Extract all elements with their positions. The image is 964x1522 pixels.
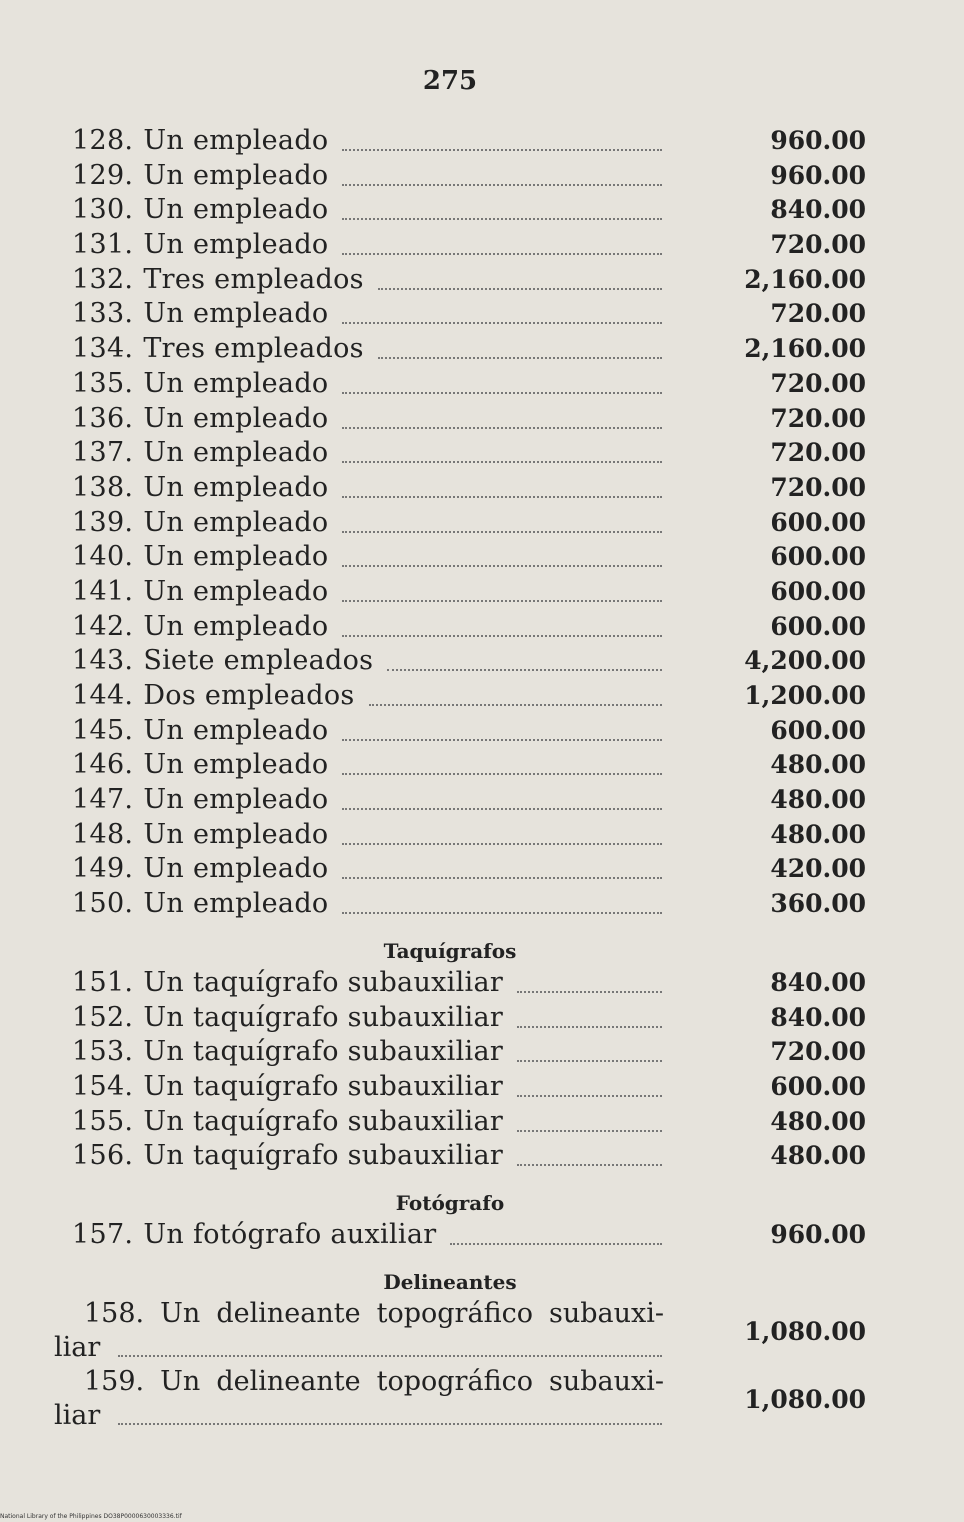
leader-dots: [369, 703, 662, 706]
line-item-amount: 420.00: [770, 854, 866, 884]
leader-dots: [342, 460, 662, 463]
line-item-text: Un empleado: [143, 853, 329, 885]
line-item-text: Un empleado: [143, 298, 329, 330]
employee-list: [0, 124, 964, 922]
leader-dots: [342, 252, 662, 255]
leader-dots: [517, 1094, 662, 1097]
line-item-text: Un empleado: [143, 749, 329, 781]
line-item-amount: 480.00: [770, 819, 866, 849]
line-item: [0, 887, 964, 922]
line-item-amount: 480.00: [770, 785, 866, 815]
leader-dots: [342, 911, 662, 914]
draftsman-list: [0, 1297, 964, 1433]
line-item-label: [72, 1035, 503, 1070]
leader-dots: [118, 1355, 662, 1357]
line-item-amount: 2,160.00: [744, 264, 866, 294]
leader-dots: [342, 842, 662, 845]
line-item-number: 134.: [72, 333, 134, 365]
line-item-label: [72, 966, 503, 1001]
leader-dots: [342, 183, 662, 186]
line-item-number: 151.: [72, 966, 134, 998]
line-item-number: 136.: [72, 402, 134, 434]
line-item-amount: 720.00: [770, 403, 866, 433]
line-item-number: 149.: [72, 853, 134, 885]
line-item-text: Un empleado: [143, 125, 329, 156]
page-number: 275: [422, 66, 478, 96]
line-item-number: 143.: [72, 645, 134, 677]
line-item-amount: 1,080.00: [744, 1384, 866, 1414]
line-item-text: Un empleado: [143, 610, 329, 642]
line-item-number: 139.: [72, 506, 134, 538]
line-item: [0, 506, 964, 541]
line-item-text: Un taquígrafo subauxiliar: [143, 1070, 504, 1102]
line-item-label: [72, 887, 328, 922]
leader-dots: [517, 1025, 662, 1028]
line-item-label: [72, 471, 328, 506]
photographer-list: [0, 1218, 964, 1253]
stenographer-list: [0, 966, 964, 1174]
leader-dots: [342, 634, 662, 637]
leader-dots: [517, 1059, 662, 1062]
line-item-label: [72, 575, 328, 610]
line-item: [0, 297, 964, 332]
line-item-amount: 840.00: [770, 1002, 866, 1032]
line-item-text: Un empleado: [143, 888, 329, 920]
line-item-text: Un empleado: [143, 784, 329, 816]
line-item-text: 159. Un delineante topográfico subauxi-: [84, 1365, 664, 1397]
line-item: [0, 263, 964, 298]
line-item-amount: 960.00: [770, 1219, 866, 1249]
line-item: [0, 1365, 964, 1433]
leader-dots: [342, 530, 662, 533]
line-item-text: Un empleado: [143, 506, 329, 538]
line-item-amount: 840.00: [770, 967, 866, 997]
line-item: [0, 540, 964, 575]
line-item: [0, 1070, 964, 1105]
line-item-number: 147.: [72, 784, 134, 816]
line-item: [0, 575, 964, 610]
line-item-label: [72, 263, 364, 298]
line-item: [0, 124, 964, 159]
line-item-amount: 600.00: [770, 611, 866, 641]
line-item-amount: 480.00: [770, 1141, 866, 1171]
line-item-label: [72, 1070, 503, 1105]
line-item-amount: 720.00: [770, 438, 866, 468]
line-item: [0, 1139, 964, 1174]
line-item-amount: 720.00: [770, 472, 866, 502]
leader-dots: [342, 148, 662, 151]
line-item-label: [72, 540, 328, 575]
line-item-amount: 720.00: [770, 299, 866, 329]
line-item-amount: 600.00: [770, 576, 866, 606]
line-item-number: 133.: [72, 298, 134, 330]
line-item: [0, 193, 964, 228]
line-item-label: [72, 783, 328, 818]
line-item-number: 137.: [72, 437, 134, 469]
line-item-amount: 1,200.00: [744, 681, 866, 710]
leader-dots: [387, 668, 662, 671]
line-item: [0, 1218, 964, 1253]
line-item-label: [72, 818, 328, 853]
leader-dots: [342, 738, 662, 741]
line-item-text: Un empleado: [143, 575, 329, 607]
line-item-number: 154.: [72, 1070, 134, 1102]
line-item-label: [72, 714, 328, 749]
line-item-text: Siete empleados: [143, 645, 374, 677]
line-item-amount: 600.00: [770, 507, 866, 537]
leader-dots: [378, 287, 662, 290]
line-item-label: [72, 1105, 503, 1140]
line-item-text: Un empleado: [143, 437, 329, 469]
line-item-text: Un empleado: [143, 714, 329, 746]
line-item: [0, 679, 964, 714]
leader-dots: [517, 1129, 662, 1132]
line-item-text-continuation: liar: [54, 1399, 101, 1431]
line-item-label: [72, 1139, 503, 1174]
line-item-number: 129.: [72, 159, 134, 191]
line-item-amount: 1,080.00: [744, 1316, 866, 1346]
line-item-label: [72, 644, 373, 679]
line-item-label: [72, 228, 328, 263]
footer-credit: National Library of the Philippines DO38P0000630003336.tif: [0, 1513, 182, 1520]
line-item-amount: 720.00: [770, 1037, 866, 1067]
line-item: [0, 159, 964, 194]
line-item: [0, 783, 964, 818]
line-item-number: 145.: [72, 714, 134, 746]
line-item-label: [72, 610, 328, 645]
line-item-label: [72, 124, 328, 159]
line-item: [0, 1001, 964, 1036]
leader-dots: [118, 1423, 662, 1425]
line-item-text: Un empleado: [143, 541, 329, 573]
line-item-number: 132.: [72, 263, 134, 295]
line-item-amount: 2,160.00: [744, 334, 866, 364]
line-item: [0, 852, 964, 887]
line-item-label: [72, 748, 328, 783]
leader-dots: [342, 772, 662, 775]
line-item: [0, 1105, 964, 1140]
line-item: [0, 402, 964, 437]
line-item-number: 156.: [72, 1140, 134, 1172]
line-item-text: Un empleado: [143, 367, 329, 399]
line-item-label: [72, 679, 355, 714]
line-item-text: Un fotógrafo auxiliar: [143, 1218, 437, 1250]
line-item-number: 153.: [72, 1036, 134, 1068]
line-item-text: Tres empleados: [143, 263, 364, 295]
line-item-text: Un empleado: [143, 194, 329, 226]
line-item-amount: 480.00: [770, 1106, 866, 1136]
leader-dots: [342, 391, 662, 394]
line-item-label: [72, 193, 328, 228]
line-item-number: 146.: [72, 749, 134, 781]
line-item-text: Un empleado: [143, 818, 329, 850]
line-item-text: 158. Un delineante topográfico subauxi-: [84, 1297, 664, 1329]
line-item: [0, 1297, 964, 1365]
line-item-amount: 960.00: [770, 126, 866, 155]
line-item-text: Un empleado: [143, 229, 329, 261]
line-item-text: Tres empleados: [143, 333, 364, 365]
line-item-number: 140.: [72, 541, 134, 573]
line-item: [0, 367, 964, 402]
line-item-label: [72, 1218, 436, 1253]
line-item: [0, 436, 964, 471]
leader-dots: [342, 426, 662, 429]
line-item-number: 142.: [72, 610, 134, 642]
line-item-number: 128.: [72, 125, 134, 156]
line-item-number: 148.: [72, 818, 134, 850]
line-item-amount: 600.00: [770, 542, 866, 572]
line-item-amount: 960.00: [770, 160, 866, 190]
line-item-amount: 600.00: [770, 715, 866, 745]
line-item-number: 155.: [72, 1105, 134, 1137]
line-item-amount: 600.00: [770, 1071, 866, 1101]
line-item: [0, 644, 964, 679]
line-item-text: Un empleado: [143, 471, 329, 503]
line-item: [0, 966, 964, 1001]
line-item-text: Un taquígrafo subauxiliar: [143, 966, 504, 998]
line-item-number: 131.: [72, 229, 134, 261]
leader-dots: [517, 990, 662, 993]
line-item-number: 130.: [72, 194, 134, 226]
line-item-amount: 480.00: [770, 750, 866, 780]
line-item-number: 138.: [72, 471, 134, 503]
section-heading-taquigrafos: Taquígrafos: [383, 938, 517, 963]
line-item-number: 135.: [72, 367, 134, 399]
section-heading-fotografo: Fotógrafo: [395, 1190, 505, 1215]
line-item-text: Dos empleados: [143, 680, 355, 711]
leader-dots: [450, 1242, 662, 1245]
line-item: [0, 610, 964, 645]
line-item-text: Un taquígrafo subauxiliar: [143, 1105, 504, 1137]
leader-dots: [342, 495, 662, 498]
line-item: [0, 228, 964, 263]
line-item-number: 152.: [72, 1001, 134, 1033]
line-item-label: [72, 297, 328, 332]
leader-dots: [378, 356, 662, 359]
leader-dots: [342, 217, 662, 220]
leader-dots: [342, 321, 662, 324]
line-item: [0, 818, 964, 853]
line-item-text: Un taquígrafo subauxiliar: [143, 1001, 504, 1033]
line-item-text: Un empleado: [143, 402, 329, 434]
line-item-text: Un taquígrafo subauxiliar: [143, 1140, 504, 1172]
leader-dots: [517, 1163, 662, 1166]
line-item-text: Un empleado: [143, 159, 329, 191]
document-body: [0, 124, 964, 1433]
line-item-label: [72, 367, 328, 402]
line-item: [0, 714, 964, 749]
leader-dots: [342, 564, 662, 567]
line-item-number: 157.: [72, 1218, 134, 1250]
line-item-number: 141.: [72, 575, 134, 607]
line-item: [0, 748, 964, 783]
line-item: [0, 1035, 964, 1070]
leader-dots: [342, 807, 662, 810]
line-item-label: [72, 852, 328, 887]
line-item-amount: 720.00: [770, 368, 866, 398]
leader-dots: [342, 876, 662, 879]
leader-dots: [342, 599, 662, 602]
line-item-label: [72, 402, 328, 437]
line-item-number: 150.: [72, 888, 134, 920]
line-item-amount: 720.00: [770, 230, 866, 260]
line-item-amount: 840.00: [770, 195, 866, 225]
line-item-label: [72, 159, 328, 194]
line-item-label: [72, 506, 328, 541]
line-item-label: [72, 332, 364, 367]
line-item-amount: 4,200.00: [744, 646, 866, 676]
line-item: [0, 332, 964, 367]
line-item: [0, 471, 964, 506]
section-heading-delineantes: Delineantes: [383, 1269, 517, 1294]
line-item-label: [72, 1001, 503, 1036]
line-item-text-continuation: liar: [54, 1331, 101, 1363]
line-item-text: Un taquígrafo subauxiliar: [143, 1036, 504, 1068]
line-item-amount: 360.00: [770, 889, 866, 919]
line-item-number: 144.: [72, 680, 134, 711]
line-item-label: [72, 436, 328, 471]
